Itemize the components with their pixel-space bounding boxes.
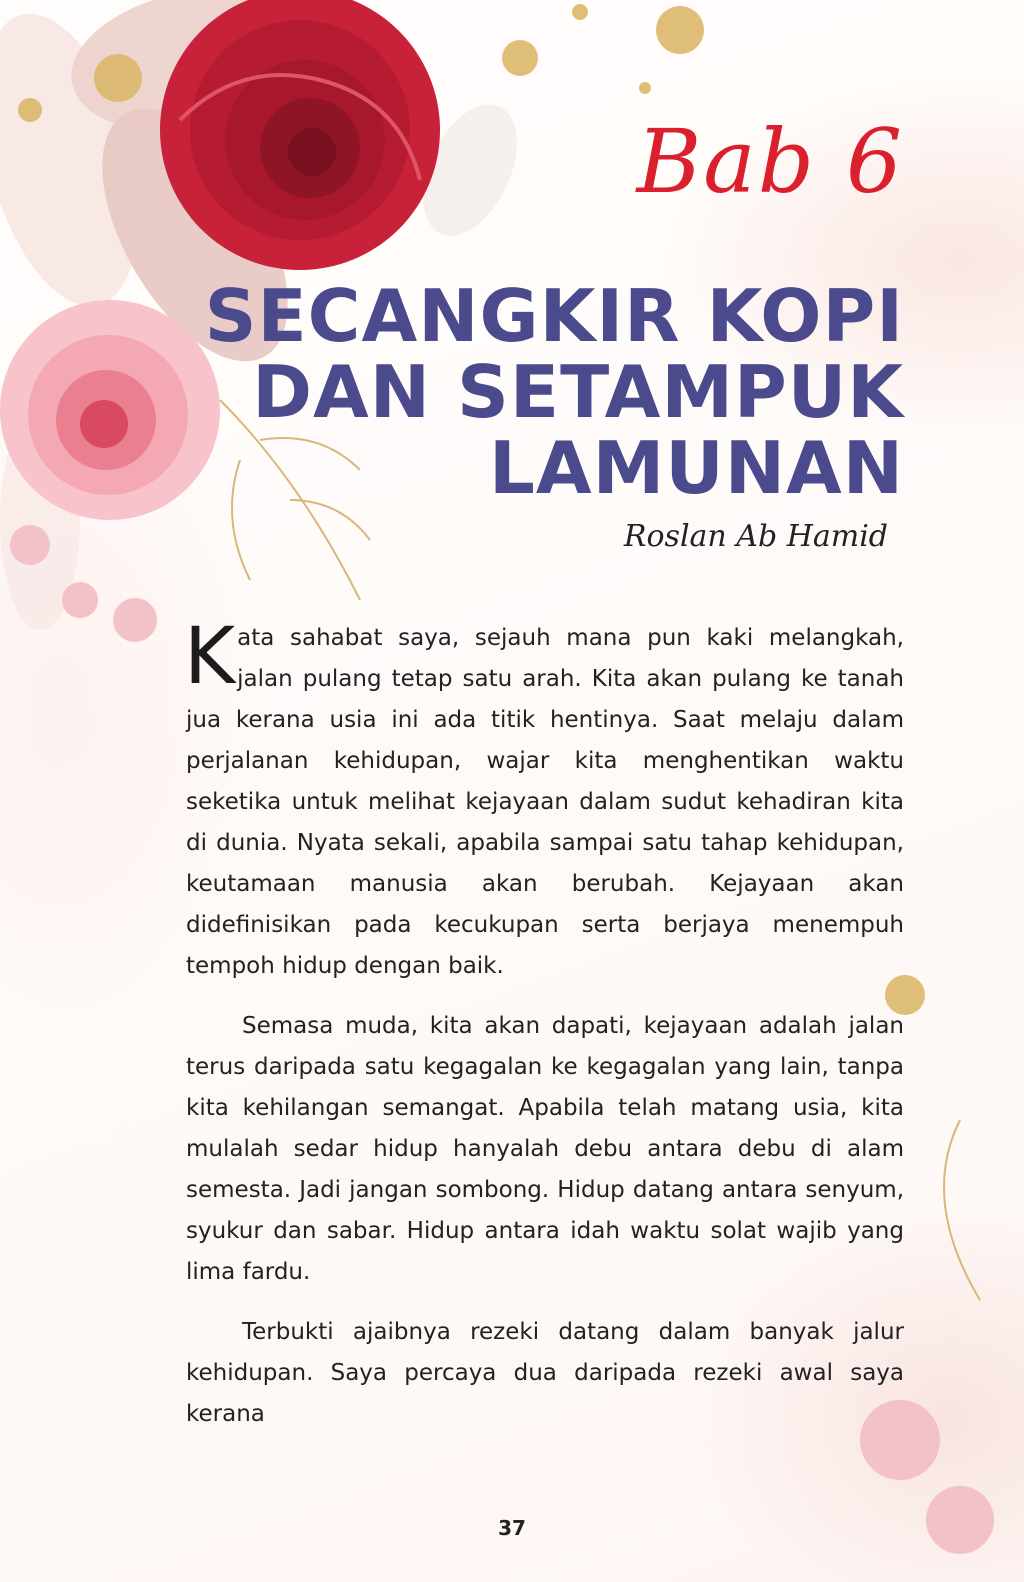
chapter-label: Bab 6 [636, 110, 904, 213]
red-rose-icon [160, 0, 440, 270]
paragraph: Terbukti ajaibnya rezeki datang dalam banyak jalur kehidupan. Saya percaya dua daripada rezeki awal saya kerana [186, 1319, 904, 1427]
chapter-title [204, 274, 904, 510]
paragraph-text: ata sahabat saya, sejauh mana pun kaki melangkah, jalan pulang tetap satu arah. Kita akan pulang ke tanah jua kerana usia ini ada titik hentinya. Saat melaju dalam perjalanan kehidupan, wajar kita menghentikan waktu seketika untuk melihat kejayaan dalam sudut kehadiran kita di dunia. Nyata sekali, apabila sampai satu tahap kehidupan, keutamaan manusia akan berubah. Kejayaan akan didefinisikan pada kecukupan serta berjaya menempuh tempoh hidup dengan baik. [186, 625, 904, 979]
title-line: LAMUNAN [489, 426, 904, 510]
body-text [184, 612, 904, 1454]
title-line: SECANGKIR KOPI [204, 274, 904, 358]
pink-rose-icon [0, 300, 220, 520]
paragraph [184, 612, 904, 987]
paragraph: Semasa muda, kita akan dapati, kejayaan adalah jalan terus daripada satu kegagalan ke kegagalan yang lain, tanpa kita kehilangan semangat. Apabila telah matang usia, kita mulalah sedar hidup hanyalah debu antara debu di alam semesta. Jadi jangan sombong. Hidup datang antara senyum, syukur dan sabar. Hidup antara idah waktu solat wajib yang lima fardu. [186, 1013, 904, 1285]
title-line: DAN SETAMPUK [252, 350, 904, 434]
drop-cap: K [184, 612, 236, 702]
page-number: 37 [498, 1516, 526, 1540]
author-name: Roslan Ab Hamid [623, 519, 888, 554]
